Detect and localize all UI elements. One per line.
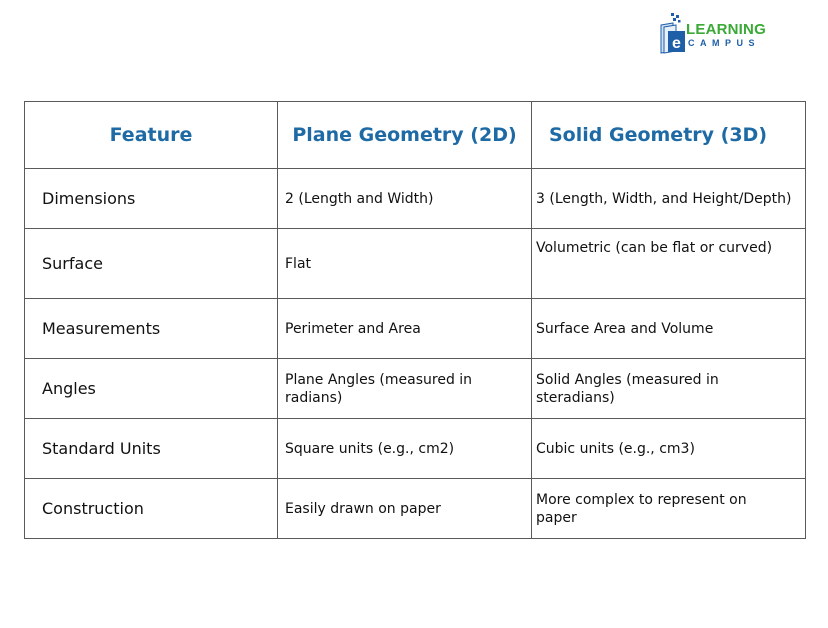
feature-cell: Dimensions — [25, 169, 278, 229]
plane-cell: Perimeter and Area — [278, 299, 532, 359]
table-row — [25, 479, 806, 539]
solid-cell: 3 (Length, Width, and Height/Depth) — [532, 169, 806, 229]
table-row — [25, 419, 806, 479]
header-plane-geometry: Plane Geometry (2D) — [278, 102, 532, 169]
table-row — [25, 169, 806, 229]
feature-cell: Angles — [25, 359, 278, 419]
geometry-comparison-table — [24, 101, 806, 539]
elearning-campus-logo — [659, 11, 789, 55]
feature-cell: Standard Units — [25, 419, 278, 479]
feature-cell: Measurements — [25, 299, 278, 359]
plane-cell: Flat — [278, 229, 532, 299]
logo-word-campus: CAMPUS — [688, 38, 761, 48]
logo-word-learning: LEARNING — [686, 21, 766, 38]
header-feature: Feature — [25, 102, 278, 169]
plane-cell: 2 (Length and Width) — [278, 169, 532, 229]
solid-cell: Solid Angles (measured in steradians) — [532, 359, 806, 419]
plane-cell: Square units (e.g., cm2) — [278, 419, 532, 479]
header-solid-geometry: Solid Geometry (3D) — [532, 102, 806, 169]
solid-cell: More complex to represent on paper — [532, 479, 806, 539]
plane-cell: Easily drawn on paper — [278, 479, 532, 539]
table-row — [25, 359, 806, 419]
table-header-row — [25, 102, 806, 169]
feature-cell: Surface — [25, 229, 278, 299]
svg-text:e: e — [672, 35, 681, 52]
solid-cell: Surface Area and Volume — [532, 299, 806, 359]
plane-cell: Plane Angles (measured in radians) — [278, 359, 532, 419]
table-row — [25, 299, 806, 359]
solid-cell: Cubic units (e.g., cm3) — [532, 419, 806, 479]
solid-cell: Volumetric (can be flat or curved) — [532, 229, 806, 299]
table-row — [25, 229, 806, 299]
feature-cell: Construction — [25, 479, 278, 539]
